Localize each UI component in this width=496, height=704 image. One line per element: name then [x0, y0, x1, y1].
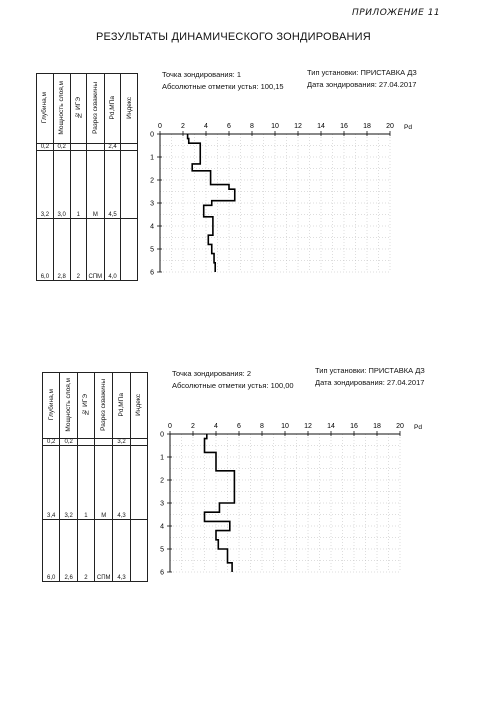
point-label: Точка зондирования: 1 — [162, 70, 241, 79]
col-depth-header: Глубина,м — [43, 373, 60, 439]
y-tick-label: 3 — [160, 500, 164, 508]
date-label: Дата зондирования: 27.04.2017 — [307, 80, 417, 89]
x-tick-label: 4 — [204, 123, 208, 130]
y-tick-label: 4 — [160, 523, 164, 531]
x-tick-label: 16 — [340, 123, 348, 130]
x-tick-label: 8 — [260, 423, 264, 430]
col-index-header: Индекс — [121, 74, 138, 144]
x-tick-label: 2 — [191, 423, 195, 430]
x-tick-label: 14 — [317, 123, 325, 130]
log-table-2 — [42, 372, 148, 582]
x-tick-label: 8 — [250, 123, 254, 130]
table-row: 6,0 2,8 2 СПМ 4,0 — [37, 219, 138, 281]
col-ige-header: № ИГЭ — [70, 74, 87, 144]
rig-type-label: Тип установки: ПРИСТАВКА ДЗ — [307, 68, 417, 77]
x-tick-label: 18 — [373, 423, 381, 430]
marks-label: Абсолютные отметки устья: 100,00 — [172, 381, 294, 390]
x-axis-label: Pd — [414, 424, 422, 431]
x-tick-label: 10 — [271, 123, 279, 130]
table-row: 0,2 0,2 2,4 — [37, 144, 138, 151]
y-tick-label: 6 — [160, 569, 164, 577]
pd-profile-line — [205, 434, 235, 572]
y-tick-label: 6 — [150, 269, 154, 277]
x-tick-label: 2 — [181, 123, 185, 130]
col-index-header: Индекс — [130, 373, 147, 439]
x-tick-label: 0 — [168, 423, 172, 430]
rig-type-label: Тип установки: ПРИСТАВКА ДЗ — [315, 366, 425, 375]
col-ige-header: № ИГЭ — [77, 373, 94, 439]
marks-label: Абсолютные отметки устья: 100,15 — [162, 82, 284, 91]
x-tick-label: 0 — [158, 123, 162, 130]
date-label: Дата зондирования: 27.04.2017 — [315, 378, 425, 387]
log-table-1 — [36, 73, 138, 281]
x-tick-label: 20 — [396, 423, 404, 430]
table-row: 0,2 0,2 3,2 — [43, 439, 148, 446]
x-tick-label: 12 — [304, 423, 312, 430]
x-tick-label: 14 — [327, 423, 335, 430]
table-row: 3,4 3,2 1 М 4,3 — [43, 446, 148, 520]
x-axis-label: Pd — [404, 124, 412, 131]
x-tick-label: 6 — [227, 123, 231, 130]
col-thickness-header: Мощность слоя,м — [60, 373, 77, 439]
y-tick-label: 1 — [160, 454, 164, 462]
x-tick-label: 16 — [350, 423, 358, 430]
x-tick-label: 4 — [214, 423, 218, 430]
col-section-header: Разрез скважины — [95, 373, 113, 439]
y-tick-label: 2 — [150, 177, 154, 185]
col-pd-header: Pd,МПа — [113, 373, 130, 439]
y-tick-label: 1 — [150, 154, 154, 162]
y-tick-label: 3 — [150, 200, 154, 208]
page-title: РЕЗУЛЬТАТЫ ДИНАМИЧЕСКОГО ЗОНДИРОВАНИЯ — [96, 31, 371, 43]
sounding-chart-2 — [156, 414, 446, 586]
appendix-label: ПРИЛОЖЕНИЕ 11 — [352, 8, 441, 18]
y-tick-label: 5 — [150, 246, 154, 254]
y-tick-label: 0 — [160, 431, 164, 439]
col-thickness-header: Мощность слоя,м — [53, 74, 70, 144]
point-label: Точка зондирования: 2 — [172, 369, 251, 378]
x-tick-label: 20 — [386, 123, 394, 130]
table-row: 3,2 3,0 1 М 4,5 — [37, 151, 138, 219]
x-tick-label: 6 — [237, 423, 241, 430]
sounding-chart-1 — [146, 114, 436, 286]
x-tick-label: 10 — [281, 423, 289, 430]
col-section-header: Разрез скважины — [87, 74, 105, 144]
table-row: 6,0 2,6 2 СПМ 4,3 — [43, 520, 148, 582]
y-tick-label: 2 — [160, 477, 164, 485]
y-tick-label: 4 — [150, 223, 154, 231]
col-depth-header: Глубина,м — [37, 74, 54, 144]
y-tick-label: 0 — [150, 131, 154, 139]
x-tick-label: 18 — [363, 123, 371, 130]
y-tick-label: 5 — [160, 546, 164, 554]
x-tick-label: 12 — [294, 123, 302, 130]
col-pd-header: Pd,МПа — [104, 74, 121, 144]
